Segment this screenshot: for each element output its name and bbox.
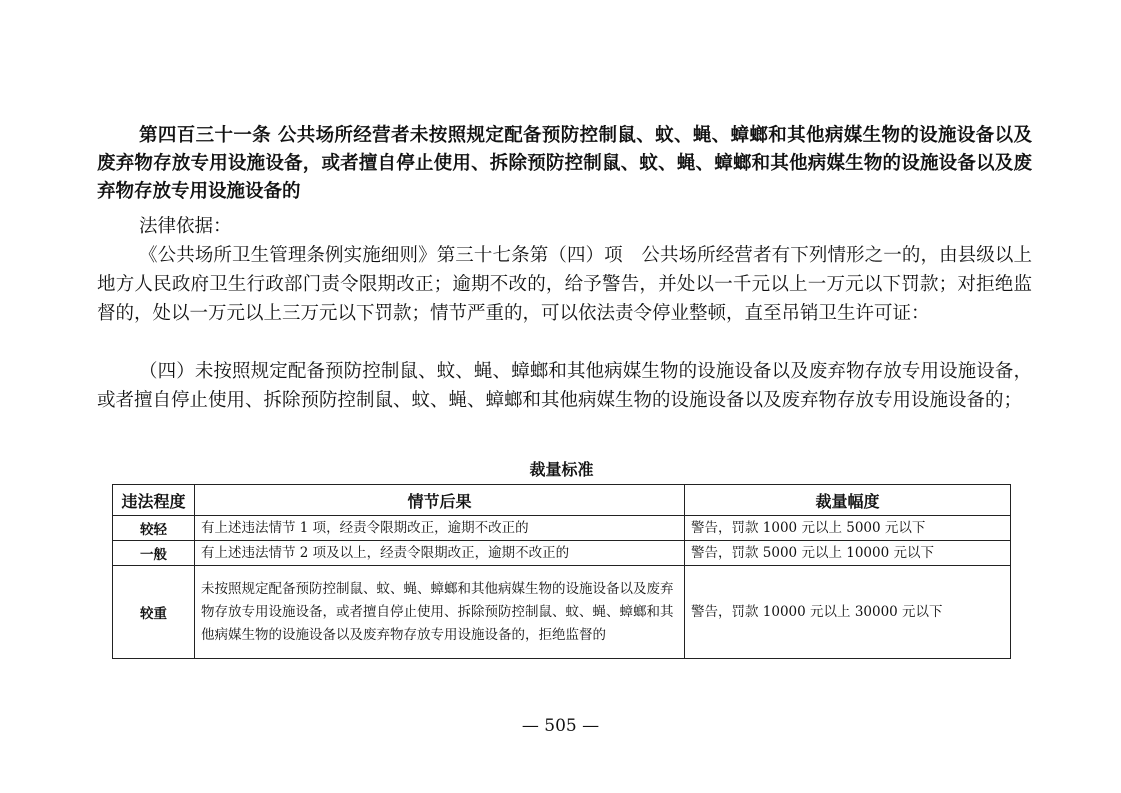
- table-row: [113, 541, 1011, 566]
- header-discretion-range: 裁量幅度: [685, 485, 1011, 516]
- table-header-row: [113, 485, 1011, 516]
- article-heading: 第四百三十一条 公共场所经营者未按照规定配备预防控制鼠、蚊、蝇、蟑螂和其他病媒生物的设施设备以及废弃物存放专用设施设备，或者擅自停止使用、拆除预防控制鼠、蚊、蝇、蟑螂和其他病媒生物的设施设备以及废弃物存放专用设施设备的: [97, 125, 1032, 202]
- table-caption: 裁量标准: [529, 460, 594, 479]
- page-number: — 505 —: [521, 716, 600, 736]
- row-range: 警告，罚款 1000 元以上 5000 元以下: [685, 516, 1011, 541]
- row-degree: 一般: [113, 541, 195, 566]
- row-degree: 较重: [113, 566, 195, 659]
- legal-basis-text: 《公共场所卫生管理条例实施细则》第三十七条第（四）项 公共场所经营者有下列情形之一的，由县级以上地方人民政府卫生行政部门责令限期改正；逾期不改的，给予警告，并处以一千元以上一万元以下罚款；对拒绝监督的，处以一万元以上三万元以下罚款；情节严重的，可以依法责令停业整顿，直至吊销卫生许可证：: [97, 245, 1032, 324]
- row-range: 警告，罚款 5000 元以上 10000 元以下: [685, 541, 1011, 566]
- row-consequence: 未按照规定配备预防控制鼠、蚊、蝇、蟑螂和其他病媒生物的设施设备以及废弃物存放专用设施设备，或者擅自停止使用、拆除预防控制鼠、蚊、蝇、蟑螂和其他病媒生物的设施设备以及废弃物存放专用设施设备的，拒绝监督的: [195, 566, 685, 659]
- row-range: 警告，罚款 10000 元以上 30000 元以下: [685, 566, 1011, 659]
- legal-basis-label: 法律依据：: [139, 216, 232, 237]
- table-row: [113, 516, 1011, 541]
- table-row: [113, 566, 1011, 659]
- legal-basis-item: （四）未按照规定配备预防控制鼠、蚊、蝇、蟑螂和其他病媒生物的设施设备以及废弃物存放专用设施设备，或者擅自停止使用、拆除预防控制鼠、蚊、蝇、蟑螂和其他病媒生物的设施设备以及废弃物存放专用设施设备的；: [97, 361, 1032, 411]
- header-violation-degree: 违法程度: [113, 485, 195, 516]
- row-consequence: 有上述违法情节 1 项，经责令限期改正，逾期不改正的: [195, 516, 685, 541]
- row-degree: 较轻: [113, 516, 195, 541]
- header-consequence: 情节后果: [195, 485, 685, 516]
- row-consequence: 有上述违法情节 2 项及以上，经责令限期改正，逾期不改正的: [195, 541, 685, 566]
- discretion-standard-table: [112, 484, 1011, 659]
